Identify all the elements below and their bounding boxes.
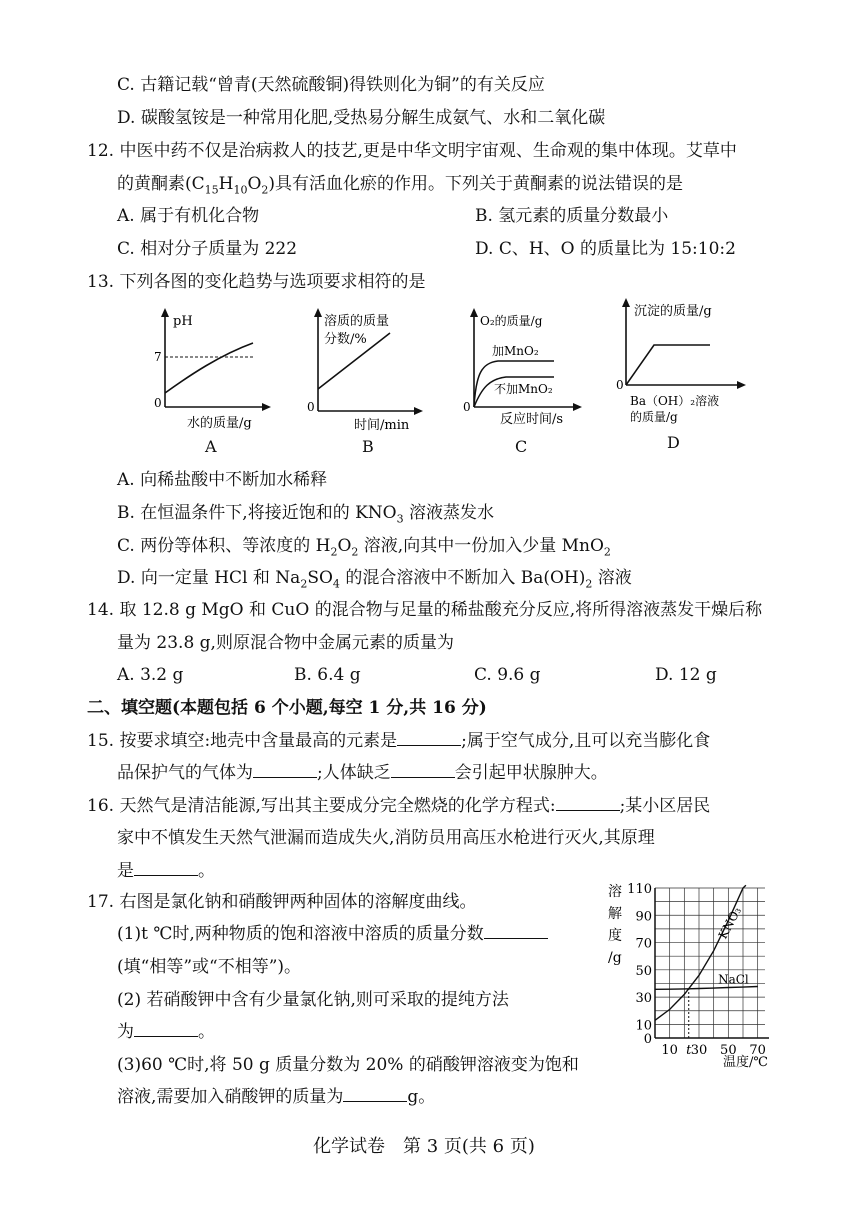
sol-xtick: 50 [720,1043,737,1058]
q14-option-a: A. 3.2 g [117,665,184,685]
sol-ylabel-char: 度 [608,928,622,944]
graph-d-caption: D [667,433,680,452]
q14-option-b: B. 6.4 g [294,665,361,685]
q17-blank-3[interactable] [343,1085,407,1102]
q13-option-c: C. 两份等体积、等浓度的 $H_2O_2$ 溶液,向其中一份加入少量 MnO$_2$ [117,536,611,559]
graph-a-ytick: 7 [154,350,162,364]
q11-option-d: D. 碳酸氢铵是一种常用化肥,受热易分解生成氨气、水和二氧化碳 [117,108,606,128]
graph-d-xlabel-2: 的质量/g [630,410,678,424]
sol-ytick: 30 [635,991,652,1007]
q16-blank-1[interactable] [556,794,620,811]
q12-option-c: C. 相对分子质量为 222 [117,239,298,259]
sol-xtick: 10 [661,1043,678,1058]
graph-b-xlabel: 时间/min [354,418,410,433]
q17-blank-1[interactable] [484,922,548,939]
q17-line1: 17. 右图是氯化钠和硝酸钾两种固体的溶解度曲线。 [87,892,477,912]
q14-option-d: D. 12 g [655,665,717,685]
page-footer: 化学试卷 第 3 页(共 6 页) [313,1136,535,1157]
q17-line7: 溶液,需要加入硝酸钾的质量为 g。 [117,1087,436,1107]
q14-option-c: C. 9.6 g [474,665,541,685]
q12-stem-line1: 12. 中医中药不仅是治病救人的技艺,更是中华文明宇宙观、生命观的集中体现。艾草中 [87,141,737,161]
graph-b-ylabel-1: 溶质的质量 [324,314,390,329]
sol-ytick: 10 [635,1018,652,1034]
sol-ytick: 0 [643,1032,652,1047]
q11-option-c: C. 古籍记载“曾青(天然硫酸铜)得铁则化为铜”的有关反应 [117,75,545,95]
q13-stem: 13. 下列各图的变化趋势与选项要求相符的是 [87,272,426,292]
q16-line3: 是 。 [117,861,215,881]
q16-line2: 家中不慎发生天然气泄漏而造成失火,消防员用高压水枪进行灭火,其原理 [117,828,655,848]
q17-line3: (填“相等”或“不相等”)。 [117,957,302,977]
kno3-label: KNO₃ [715,904,745,942]
q13-option-a: A. 向稀盐酸中不断加水稀释 [117,470,328,490]
graph-b-ylabel-2: 分数/% [324,332,367,347]
q15-blank-3[interactable] [391,761,455,778]
graph-a-origin: 0 [154,396,162,410]
sol-ylabel-char: 溶 [608,884,622,900]
nacl-label: NaCl [718,972,749,987]
graph-a-ylabel: pH [173,314,193,329]
sol-xtick: t [686,1043,692,1058]
q15-line1: 15. 按要求填空:地壳中含量最高的元素是 ;属于空气成分,且可以充当膨化食 [87,731,711,751]
graph-d-origin: 0 [616,378,624,392]
q13-graph-c [458,305,593,435]
graph-c-origin: 0 [463,400,471,414]
q13-graph-a [145,305,275,435]
sol-ytick: 110 [627,882,652,897]
sol-ylabel-char: 解 [608,906,622,922]
sol-xtick: 70 [749,1043,766,1058]
q12-option-d: D. C、H、O 的质量比为 15:10:2 [475,239,736,259]
q12-stem-line2: 的黄酮素$(C_{15}H_{10}O_2)$具有活血化瘀的作用。下列关于黄酮素的说法错误的是 [117,174,684,197]
q15-blank-1[interactable] [397,729,461,746]
sol-xtick: 30 [690,1043,708,1058]
graph-a-caption: A [205,437,217,456]
q14-stem-line2: 量为 23.8 g,则原混合物中金属元素的质量为 [117,633,454,653]
q15-blank-2[interactable] [253,761,317,778]
q12-option-b: B. 氢元素的质量分数最小 [475,206,669,226]
graph-d-ylabel: 沉淀的质量/g [634,304,712,319]
q14-stem-line1: 14. 取 12.8 g MgO 和 CuO 的混合物与足量的稀盐酸充分反应,将所得溶液蒸发干燥后称 [87,600,763,620]
graph-d-xlabel-1: Ba（OH）₂溶液 [630,394,720,408]
q16-line1: 16. 天然气是清洁能源,写出其主要成分完全燃烧的化学方程式: ;某小区居民 [87,796,711,816]
q16-blank-2[interactable] [134,859,198,876]
section-2-title: 二、填空题(本题包括 6 个小题,每空 1 分,共 16 分) [87,698,487,718]
q13-graph-d [612,293,757,433]
graph-a-xlabel: 水的质量/g [187,416,252,431]
q17-blank-2[interactable] [134,1020,198,1037]
sol-ylabel-char: /g [608,950,622,966]
q13-option-b: B. 在恒温条件下,将接近饱和的 $KNO_3$ 溶液蒸发水 [117,503,495,526]
q15-line2: 品保护气的气体为 ;人体缺乏 会引起甲状腺肿大。 [117,763,608,783]
sol-xlabel: 温度/℃ [723,1055,768,1070]
q17-line6: (3)60 ℃时,将 50 g 质量分数为 20% 的硝酸钾溶液变为饱和 [117,1055,579,1075]
solubility-curve-chart [605,880,790,1070]
q17-line5: 为 。 [117,1022,215,1042]
graph-b-origin: 0 [307,400,315,414]
q17-line4: (2) 若硝酸钾中含有少量氯化钠,则可采取的提纯方法 [117,990,509,1010]
sol-ytick: 50 [635,963,652,979]
graph-c-ylabel: O₂的质量/g [480,314,543,328]
graph-c-caption: C [515,437,528,456]
q13-option-d: D. 向一定量 HCl 和 $Na_2SO_4$ 的混合溶液中不断加入 $Ba(OH)_2$ 溶液 [117,568,632,591]
sol-ytick: 90 [635,909,652,925]
graph-b-caption: B [362,437,374,456]
nacl-curve [655,987,758,990]
graph-c-curve-without-catalyst: 不加MnO₂ [494,382,553,396]
sol-ytick: 70 [635,936,652,952]
q12-option-a: A. 属于有机化合物 [117,206,260,226]
graph-c-xlabel: 反应时间/s [500,412,564,427]
q13-graph-b [302,305,432,435]
q17-line2: (1)t ℃时,两种物质的饱和溶液中溶质的质量分数 [117,922,548,946]
graph-c-curve-with-catalyst: 加MnO₂ [492,344,539,358]
